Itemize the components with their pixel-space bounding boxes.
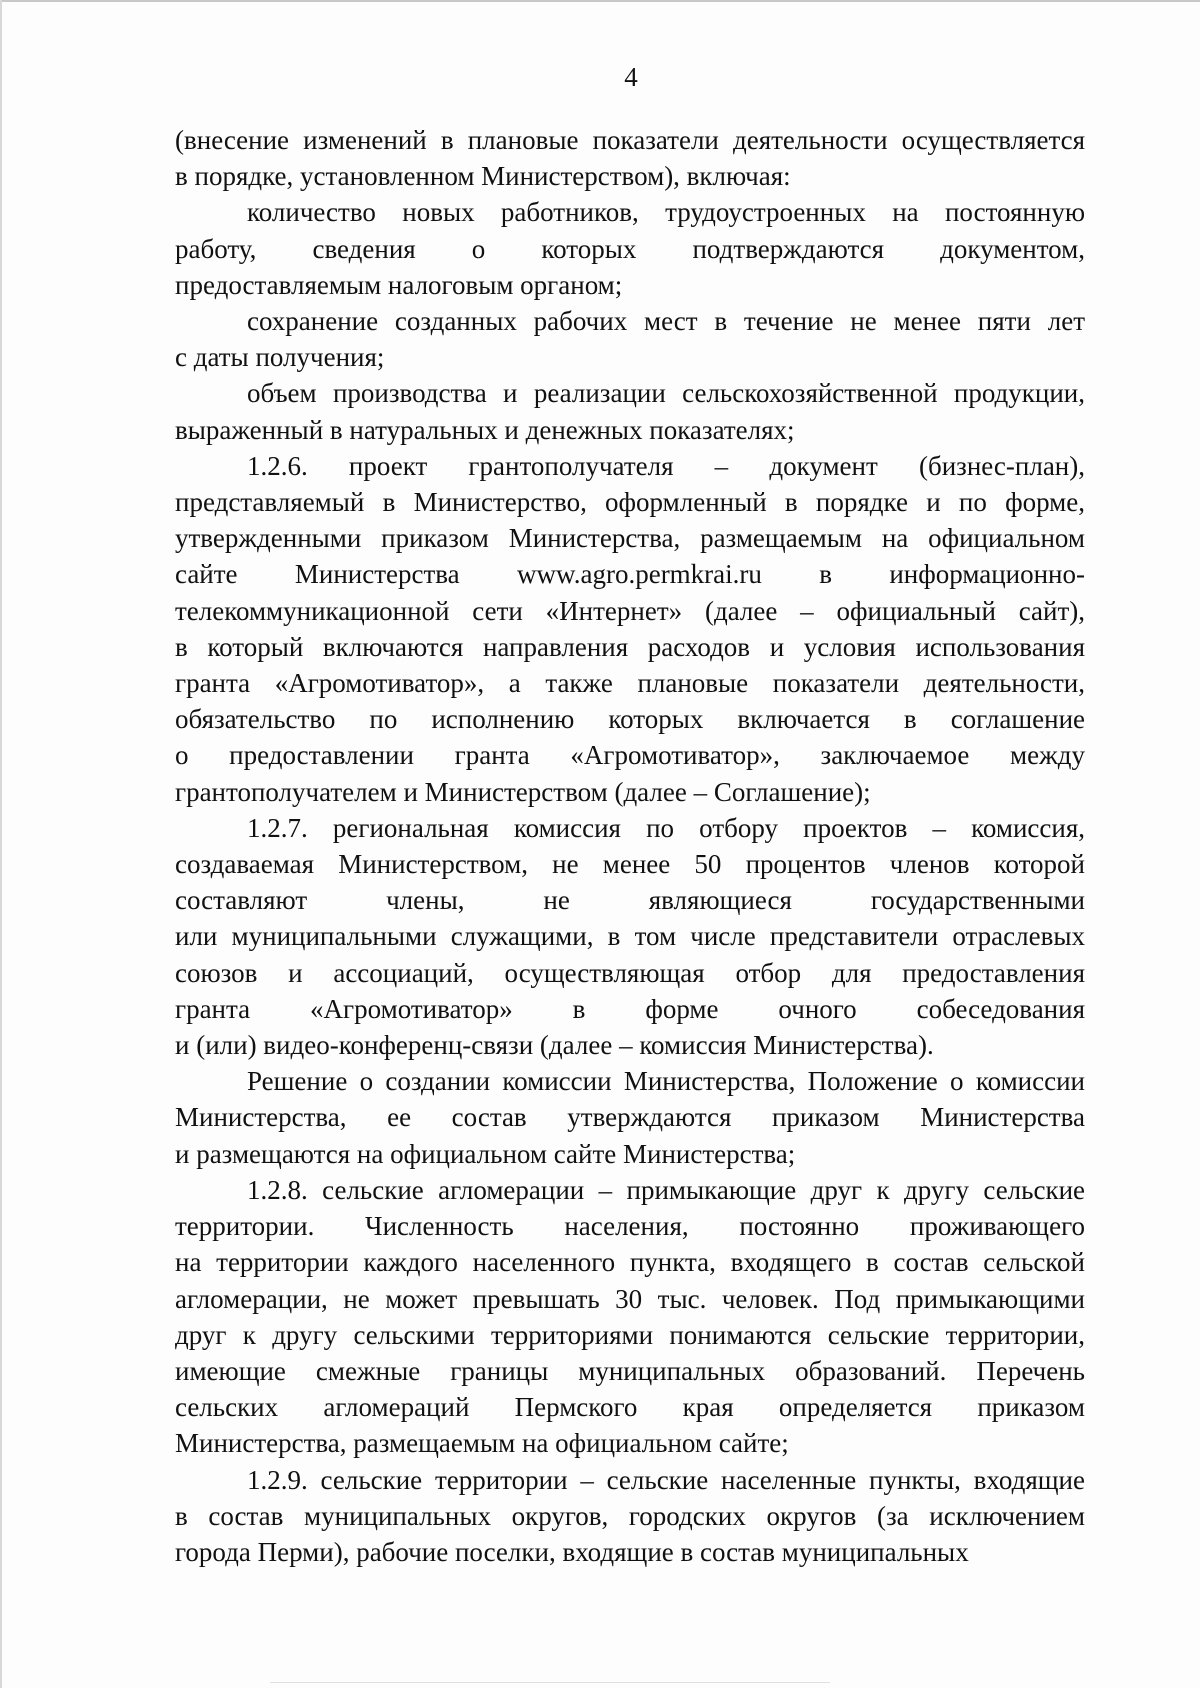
scan-edge-top	[0, 0, 1200, 2]
text-line: или муниципальными служащими, в том числе представители отраслевых	[175, 921, 1085, 952]
text-line: Министерства, размещаемым на официальном сайте;	[175, 1428, 789, 1459]
text-line: составляют члены, не являющиеся государственными	[175, 885, 1085, 916]
paragraph	[175, 1172, 1085, 1462]
text-line: гранта «Агромотиватор», а также плановые показатели деятельности,	[175, 668, 1085, 699]
text-line: друг к другу сельскими территориями понимаются сельские территории,	[175, 1319, 1085, 1350]
text-line: в состав муниципальных округов, городских округов (за исключением	[175, 1500, 1085, 1531]
page-number: 4	[624, 62, 638, 92]
text-line: создаваемая Министерством, не менее 50 процентов членов которой	[175, 849, 1085, 880]
text-line: обязательство по исполнению которых включается в соглашение	[175, 704, 1085, 735]
paragraph	[175, 1462, 1085, 1571]
text-line: утвержденными приказом Министерства, размещаемым на официальном	[175, 523, 1085, 554]
document-body	[175, 122, 1085, 1570]
text-line: 1.2.7. региональная комиссия по отбору проектов – комиссия,	[247, 812, 1085, 843]
text-line: на территории каждого населенного пункта, входящего в состав сельской	[175, 1247, 1085, 1278]
paragraph	[175, 1063, 1085, 1172]
text-line: территории. Численность населения, постоянно проживающего	[175, 1211, 1085, 1242]
text-line: агломерации, не может превышать 30 тыс. человек. Под примыкающими	[175, 1283, 1085, 1314]
paragraph	[175, 303, 1085, 375]
text-line: и (или) видео-конференц-связи (далее – комиссия Министерства).	[175, 1030, 934, 1061]
paragraph	[175, 194, 1085, 303]
text-line: имеющие смежные границы муниципальных образований. Перечень	[175, 1355, 1085, 1386]
text-line: предоставляемым налоговым органом;	[175, 269, 623, 300]
text-line: о предоставлении гранта «Агромотиватор», заключаемое между	[175, 740, 1085, 771]
text-line: союзов и ассоциаций, осуществляющая отбор для предоставления	[175, 957, 1085, 988]
text-line: количество новых работников, трудоустроенных на постоянную	[247, 197, 1085, 228]
text-line: работу, сведения о которых подтверждаются документом,	[175, 233, 1085, 264]
text-line: (внесение изменений в плановые показатели деятельности осуществляется	[175, 125, 1085, 155]
text-line: Решение о создании комиссии Министерства, Положение о комиссии	[247, 1066, 1085, 1097]
text-line: представляемый в Министерство, оформленный в порядке и по форме,	[175, 487, 1085, 518]
text-line: выраженный в натуральных и денежных показателях;	[175, 414, 795, 445]
text-line: в который включаются направления расходов и условия использования	[175, 631, 1085, 662]
text-line: гранта «Агромотиватор» в форме очного собеседования	[175, 993, 1085, 1024]
text-line: объем производства и реализации сельскохозяйственной продукции,	[247, 378, 1085, 409]
text-line: 1.2.6. проект грантополучателя – документ (бизнес-план),	[247, 450, 1085, 481]
text-line: и размещаются на официальном сайте Министерства;	[175, 1138, 796, 1169]
text-line: с даты получения;	[175, 342, 385, 373]
text-line: 1.2.8. сельские агломерации – примыкающие друг к другу сельские	[247, 1174, 1085, 1205]
text-line: сайте Министерства www.agro.permkrai.ru в информационно-	[175, 559, 1085, 590]
paragraph	[175, 375, 1085, 447]
paragraph	[175, 122, 1085, 194]
text-line: в порядке, установленном Министерством), включая:	[175, 161, 791, 192]
scan-edge-bottom	[270, 1682, 830, 1683]
scan-edge-left	[0, 0, 2, 1688]
text-line: сохранение созданных рабочих мест в течение не менее пяти лет	[247, 306, 1085, 337]
text-line: Министерства, ее состав утверждаются приказом Министерства	[175, 1102, 1085, 1133]
text-line: 1.2.9. сельские территории – сельские населенные пункты, входящие	[247, 1464, 1085, 1495]
text-line: грантополучателем и Министерством (далее – Соглашение);	[175, 776, 871, 807]
text-line: телекоммуникационной сети «Интернет» (далее – официальный сайт),	[175, 595, 1085, 626]
text-line: города Перми), рабочие поселки, входящие в состав муниципальных	[175, 1536, 969, 1567]
paragraph	[175, 810, 1085, 1063]
paragraph	[175, 448, 1085, 810]
text-line: сельских агломераций Пермского края определяется приказом	[175, 1392, 1085, 1423]
